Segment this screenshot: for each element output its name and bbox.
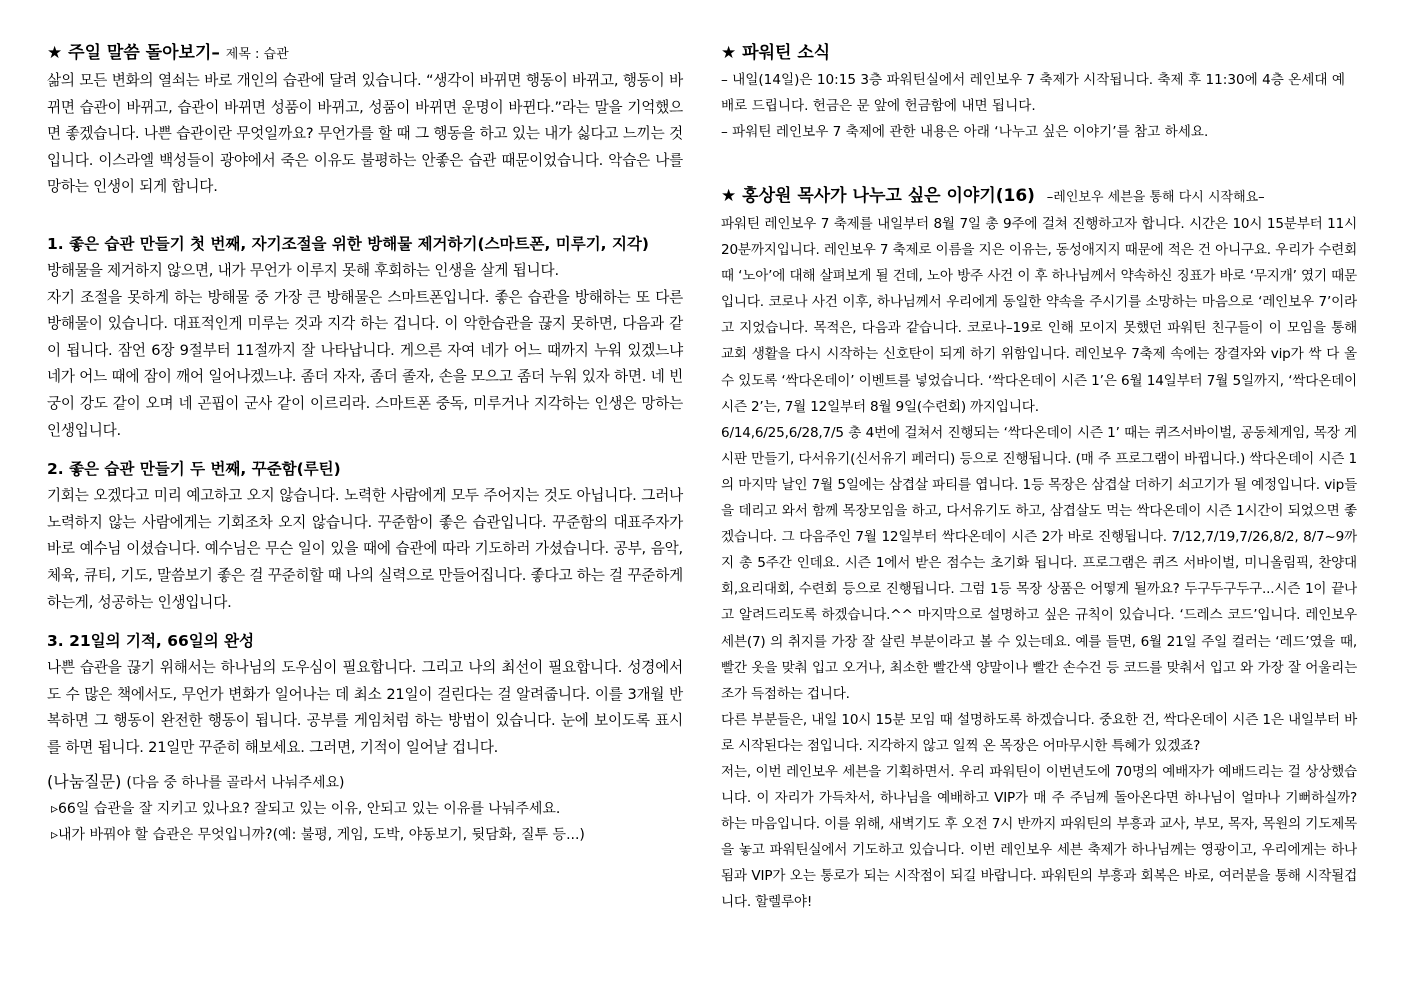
sermon-intro: 삶의 모든 변화의 열쇠는 바로 개인의 습관에 달려 있습니다. “생각이 바뀌면 행동이 바뀌고, 행동이 바뀌면 습관이 바뀌고, 습관이 바뀌면 성품이 바뀌고, 성품이 바뀌면 운명이 바뀐다.”라는 말을 기억했으면 좋겠습니다. 나쁜 습관이란 무엇일까요? 무언가를 할 때 그 행동을 하고 있는 내가 싫다고 느끼는 것입니다. 이스라엘 백성들이 광야에서 죽은 이유도 불평하는 안좋은 습관 때문이었습니다. 악습은 나를 망하는 인생이 되게 합니다.: [47, 72, 683, 196]
right-column: [721, 40, 1357, 916]
sermon-heading: [47, 40, 683, 68]
questions-heading: [47, 769, 683, 796]
questions-subtitle: (다음 중 하나를 골라서 나눠주세요): [126, 775, 345, 792]
story-heading: [721, 183, 1357, 211]
question-item: ▹내가 바꿔야 할 습관은 무엇입니까?(예: 불평, 게임, 도박, 야동보기, 뒷담화, 질투 등...): [51, 827, 585, 844]
news-item: – 파워틴 레인보우 7 축제에 관한 내용은 아래 ‘나누고 싶은 이야기’를 참고 하세요.: [721, 124, 1209, 140]
sermon-title: 제목 : 습관: [225, 47, 289, 62]
section-heading: 3. 21일의 기적, 66일의 완성: [47, 632, 255, 651]
section-paragraph: 기회는 오겠다고 미리 예고하고 오지 않습니다. 노력한 사람에게 모두 주어지는 것도 아닙니다. 그러나 노력하지 않는 사람에게는 기회조차 오지 않습니다. 꾸준함이 좋은 습관입니다. 꾸준함의 대표주자가 바로 예수님 이셨습니다. 예수님은 무슨 일이 있을 때에 습관에 따라 기도하러 가셨습니다. 공부, 음악, 체육, 큐티, 기도, 말씀보기 좋은 걸 꾸준히할 때 나의 실력으로 만들어집니다. 좋다고 하는 걸 꾸준하게 하는게, 성공하는 인생입니다.: [47, 487, 683, 611]
news-heading: ★ 파워틴 소식: [721, 43, 831, 63]
question-item: ▹66일 습관을 잘 지키고 있나요? 잘되고 있는 이유, 안되고 있는 이유를 나눠주세요.: [51, 801, 561, 818]
section-heading: 2. 좋은 습관 만들기 두 번째, 꾸준함(루틴): [47, 460, 341, 479]
section-paragraph: 나쁜 습관을 끊기 위해서는 하나님의 도우심이 필요합니다. 그리고 나의 최선이 필요합니다. 성경에서도 수 많은 책에서도, 무언가 변화가 일어나는 데 최소 21일이 걸린다는 걸 알려줍니다. 이를 3개월 반복하면 그 행동이 완전한 행동이 됩니다. 공부를 게임처럼 하는 방법이 있습니다. 눈에 보이도록 표시를 하면 됩니다. 21일만 꾸준히 해보세요. 그러면, 기적이 일어날 겁니다.: [47, 659, 683, 756]
left-column: [47, 40, 683, 848]
section-paragraph: 방해물을 제거하지 않으면, 내가 무언가 이루지 못해 후회하는 인생을 살게 됩니다.: [47, 261, 559, 279]
story-paragraph: 6/14,6/25,6/28,7/5 총 4번에 걸쳐서 진행되는 ‘싹다온데이 시즌 1’ 때는 퀴즈서바이벌, 공동체게임, 목장 게시판 만들기, 다서유기(신서유기 페러디) 등으로 진행됩니다. (매 주 프로그램이 바뀝니다.) 싹다온데이 시즌 1의 마지막 날인 7월 5일에는 삼겹살 파티를 엽니다. 1등 목장은 삼겹살 더하기 쇠고기가 될 예정입니다. vip들을 데리고 와서 함께 목장모임을 하고, 다서유기도 하고, 삼겹살도 먹는 싹다온데이 시즌 1시간이 되었으면 좋겠습니다. 그 다음주인 7월 12일부터 싹다온데이 시즌 2가 바로 진행됩니다. 7/12,7/19,7/26,8/2, 8/7~9까지 총 5주간 인데요. 시즌 1에서 받은 점수는 초기화 됩니다. 프로그램은 퀴즈 서바이벌, 미니올림픽, 찬양대회,요리대회, 수련회 등으로 진행됩니다. 그럼 1등 목장 상품은 어떻게 될까요? 두구두구두구...시즌 1이 끝나고 알려드리도록 하겠습니다.^^ 마지막으로 설명하고 싶은 규칙이 있습니다. ‘드레스 코드’입니다. 레인보우 세븐(7) 의 취지를 가장 잘 살린 부분이라고 볼 수 있는데요. 예를 들면, 6월 21일 주일 컬러는 ‘레드’였을 때, 빨간 옷을 맞춰 입고 오거나, 최소한 빨간색 양말이나 빨간 손수건 등 코드를 맞춰서 입고 와 가장 잘 어울리는 조가 득점하는 겁니다.: [721, 424, 1357, 702]
section-heading: 1. 좋은 습관 만들기 첫 번째, 자기조절을 위한 방해물 제거하기(스마트폰, 미루기, 지각): [47, 234, 649, 253]
sermon-heading-text: ★ 주일 말씀 돌아보기–: [47, 43, 220, 63]
story-heading-text: ★ 홍상원 목사가 나누고 싶은 이야기(16): [721, 186, 1035, 206]
questions-title: (나눔질문): [47, 772, 122, 792]
story-paragraph: 저는, 이번 레인보우 세븐을 기획하면서. 우리 파워틴이 이번년도에 70명의 예배자가 예배드리는 걸 상상했습니다. 이 자리가 가득차서, 하나님을 예배하고 VIP가 매 주 주님께 돌아온다면 하나님이 얼마나 기뻐하실까? 하는 마음입니다. 이를 위해, 새벽기도 후 오전 7시 반까지 파워틴의 부흥과 교사, 부모, 목자, 목원의 기도제목을 놓고 파워틴실에서 기도하고 있습니다. 이번 레인보우 세븐 축제가 하나님께는 영광이고, 우리에게는 하나됨과 VIP가 오는 통로가 되는 시작점이 되길 바랍니다. 파워틴의 부흥과 회복은 바로, 여러분을 통해 시작될겁니다. 할렐루야!: [721, 763, 1357, 911]
story-paragraph: 파워틴 레인보우 7 축제를 내일부터 8월 7일 총 9주에 걸쳐 진행하고자 합니다. 시간은 10시 15분부터 11시 20분까지입니다. 레인보우 7 축제로 이름을 지은 이유는, 동성애지지 때문에 적은 건 아니구요. 우리가 수련회 때 ‘노아’에 대해 살펴보게 될 건데, 노아 방주 사건 이 후 하나님께서 약속하신 징표가 바로 ‘무지개’ 였기 때문입니다. 코로나 사건 이후, 하나님께서 우리에게 동일한 약속을 주시기를 소망하는 마음으로 ‘레인보우 7’이라고 지었습니다. 목적은, 다음과 같습니다. 코로나–19로 인해 모이지 못했던 파워틴 친구들이 이 모임을 통해 교회 생활을 다시 시작하는 신호탄이 되게 하기 위함입니다. 레인보우 7축제 속에는 장결자와 vip가 싹 다 올 수 있도록 ‘싹다온데이’ 이벤트를 넣었습니다. ‘싹다온데이 시즌 1’은 6월 14일부터 7월 5일까지, ‘싹다온데이 시즌 2’는, 7월 12일부터 8월 9일(수련회) 까지입니다.: [721, 216, 1357, 415]
story-subheading: –레인보우 세븐을 통해 다시 시작해요–: [1046, 190, 1265, 205]
story-paragraph: 다른 부분들은, 내일 10시 15분 모임 때 설명하도록 하겠습니다. 중요한 건, 싹다온데이 시즌 1은 내일부터 바로 시작된다는 점입니다. 지각하지 않고 일찍 온 목장은 어마무시한 특혜가 있겠죠?: [721, 711, 1357, 754]
section-paragraph: 자기 조절을 못하게 하는 방해물 중 가장 큰 방해물은 스마트폰입니다. 좋은 습관을 방해하는 또 다른 방해물이 있습니다. 대표적인게 미루는 것과 지각 하는 겁니다. 이 악한습관을 끊지 못하면, 다음과 같이 됩니다. 잠언 6장 9절부터 11절까지 잘 나타납니다. 게으른 자여 네가 어느 때까지 누워 있겠느냐 네가 어느 때에 잠이 깨어 일어나겠느냐. 좀더 자자, 좀더 졸자, 손을 모으고 좀더 누워 있자 하면. 네 빈궁이 강도 같이 오며 네 곤핍이 군사 같이 이르리라. 스마트폰 중독, 미루거나 지각하는 인생은 망하는 인생입니다.: [47, 288, 683, 439]
news-item: – 내일(14일)은 10:15 3층 파워틴실에서 레인보우 7 축제가 시작됩니다. 축제 후 11:30에 4층 온세대 예배로 드립니다. 헌금은 문 앞에 헌금함에 내면 됩니다.: [721, 72, 1346, 114]
